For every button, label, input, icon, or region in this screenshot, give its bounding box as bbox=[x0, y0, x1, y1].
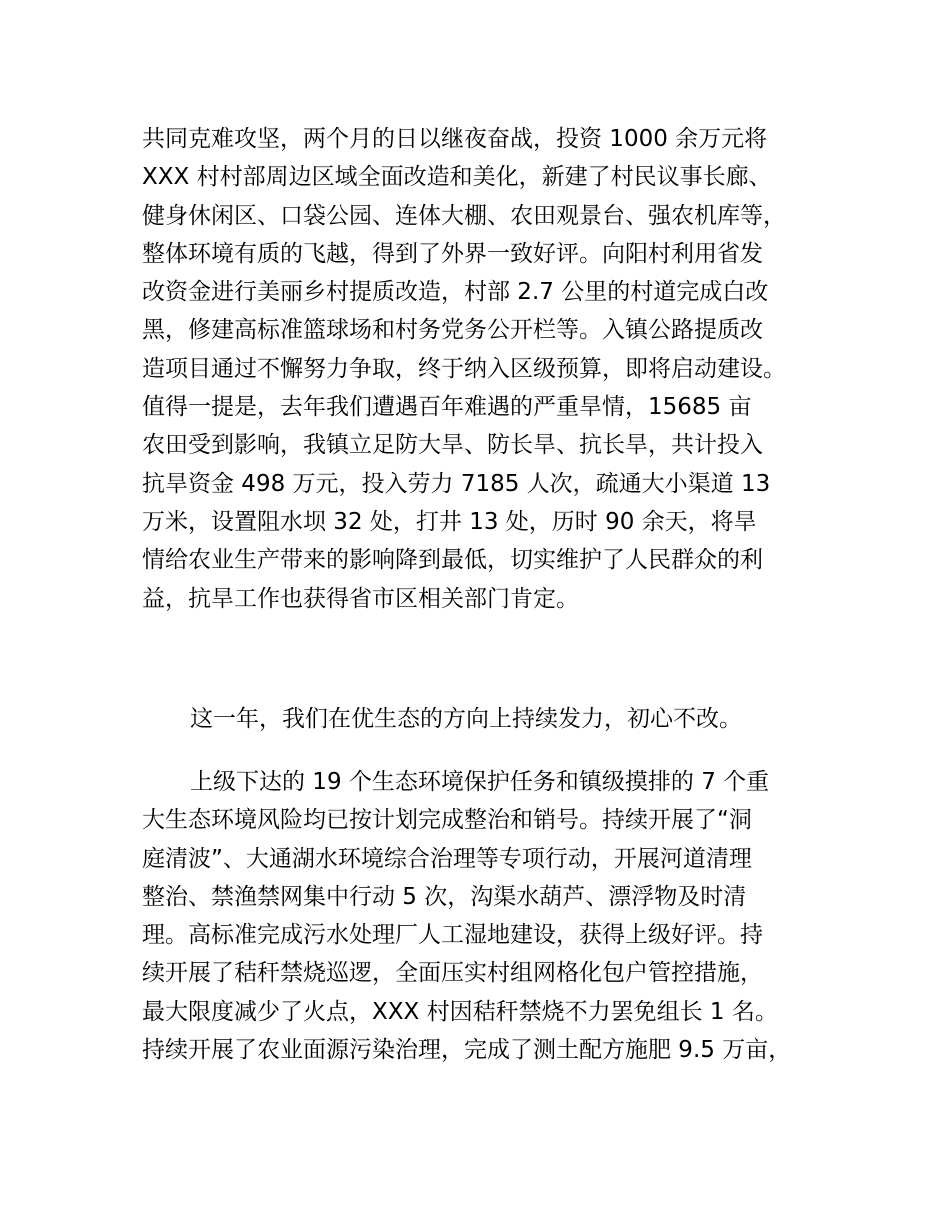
text-line: 改资金进行美丽乡村提质改造，村部 2.7 公里的村道完成白改 bbox=[142, 279, 769, 306]
text-line: 持续开展了农业面源污染治理，完成了测土配方施肥 9.5 万亩， bbox=[142, 1037, 792, 1064]
text-line: 大生态环境风险均已按计划完成整治和销号。持续开展了“洞 bbox=[142, 807, 752, 834]
text-line: 抗旱资金 498 万元，投入劳力 7185 人次，疏通大小渠道 13 bbox=[142, 470, 771, 497]
text-line: XXX 村村部周边区域全面改造和美化，新建了村民议事长廊、 bbox=[142, 164, 772, 191]
text-line: 值得一提是，去年我们遭遇百年难遇的严重旱情，15685 亩 bbox=[142, 394, 752, 421]
text-line: 益，抗旱工作也获得省市区相关部门肯定。 bbox=[142, 585, 579, 612]
text-line: 上级下达的 19 个生态环境保护任务和镇级摸排的 7 个重 bbox=[190, 769, 770, 795]
text-line: 造项目通过不懈努力争取，终于纳入区级预算，即将启动建设。 bbox=[142, 355, 786, 382]
text-line: 最大限度减少了火点，XXX 村因秸秆禁烧不力罢免组长 1 名。 bbox=[142, 998, 778, 1025]
text-line: 健身休闲区、口袋公园、连体大棚、农田观景台、强农机库等， bbox=[142, 202, 786, 229]
text-line: 这一年，我们在优生态的方向上持续发力，初心不改。 bbox=[190, 706, 742, 732]
text-line: 共同克难攻坚，两个月的日以继夜奋战，投资 1000 余万元将 bbox=[142, 126, 768, 152]
text-line: 情给农业生产带来的影响降到最低，切实维护了人民群众的利 bbox=[142, 547, 763, 574]
text-line: 续开展了秸秆禁烧巡逻，全面压实村组网格化包户管控措施， bbox=[142, 960, 763, 987]
text-line: 整体环境有质的飞越，得到了外界一致好评。向阳村利用省发 bbox=[142, 240, 763, 267]
text-line: 庭清波”、大通湖水环境综合治理等专项行动，开展河道清理 bbox=[142, 845, 752, 872]
text-line: 农田受到影响，我镇立足防大旱、防长旱、抗长旱，共计投入 bbox=[142, 432, 763, 459]
paragraph-ecology-tasks bbox=[142, 763, 842, 1069]
text-line: 万米，设置阻水坝 32 处，打井 13 处，历时 90 余天，将旱 bbox=[142, 508, 757, 535]
text-line: 理。高标准完成污水处理厂人工湿地建设，获得上级好评。持 bbox=[142, 922, 763, 949]
paragraph-water-infrastructure bbox=[142, 120, 842, 618]
paragraph-ecology-heading bbox=[142, 700, 842, 738]
text-line: 黑，修建高标准篮球场和村务党务公开栏等。入镇公路提质改 bbox=[142, 317, 763, 344]
text-line: 整治、禁渔禁网集中行动 5 次，沟渠水葫芦、漂浮物及时清 bbox=[142, 883, 747, 910]
